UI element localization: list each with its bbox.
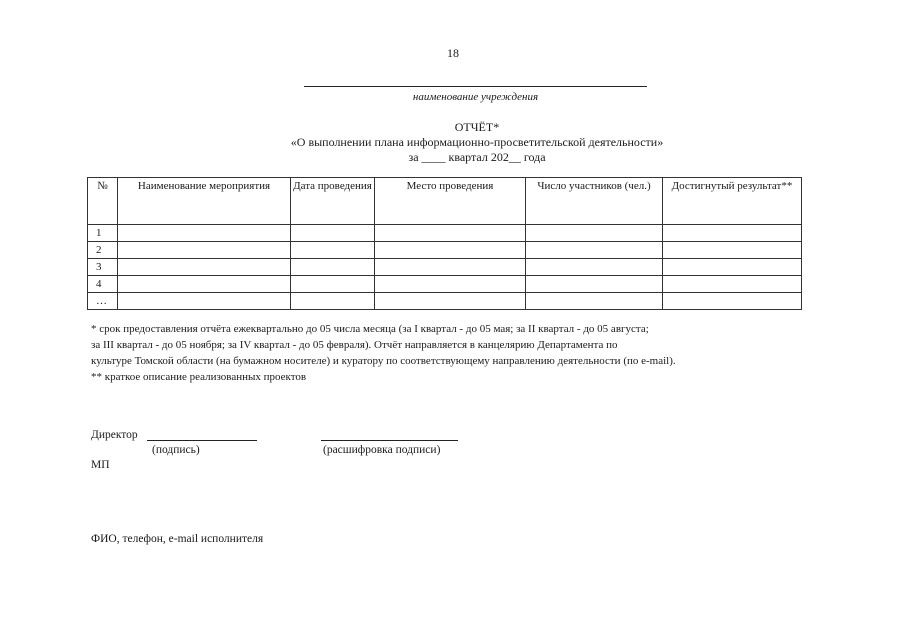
header-place: Место проведения <box>375 178 526 225</box>
cell-event-name[interactable] <box>118 225 291 242</box>
cell-date[interactable] <box>291 225 375 242</box>
cell-event-name[interactable] <box>118 293 291 310</box>
table-row <box>88 259 802 276</box>
cell-place[interactable] <box>375 259 526 276</box>
cell-place[interactable] <box>375 225 526 242</box>
row-number: … <box>88 293 118 310</box>
organization-name-line <box>304 86 647 87</box>
signature-line <box>147 440 257 441</box>
signature-decode-caption: (расшифровка подписи) <box>323 444 441 456</box>
cell-place[interactable] <box>375 242 526 259</box>
header-result: Достигнутый результат** <box>663 178 802 225</box>
cell-event-name[interactable] <box>118 276 291 293</box>
cell-event-name[interactable] <box>118 242 291 259</box>
cell-date[interactable] <box>291 259 375 276</box>
signature-decode-line <box>321 440 458 441</box>
table-header-row <box>88 178 802 225</box>
report-title: ОТЧЁТ* <box>454 120 500 134</box>
cell-participants[interactable] <box>526 225 663 242</box>
row-number: 1 <box>88 225 118 242</box>
director-label: Директор <box>91 429 138 441</box>
cell-result[interactable] <box>663 276 802 293</box>
cell-event-name[interactable] <box>118 259 291 276</box>
footnote-submission: культуре Томской области (на бумажном носителе) и куратору по соответствующему направлению деятельности (по e-mail). <box>91 355 676 367</box>
row-number: 3 <box>88 259 118 276</box>
table-row <box>88 242 802 259</box>
cell-result[interactable] <box>663 259 802 276</box>
cell-participants[interactable] <box>526 293 663 310</box>
header-date: Дата проведения <box>291 178 375 225</box>
executor-contact-label: ФИО, телефон, e-mail исполнителя <box>91 533 264 545</box>
cell-date[interactable] <box>291 293 375 310</box>
cell-result[interactable] <box>663 225 802 242</box>
table-row <box>88 225 802 242</box>
table-row <box>88 276 802 293</box>
header-event-name: Наименование мероприятия <box>118 178 291 225</box>
report-table <box>87 177 802 310</box>
cell-date[interactable] <box>291 276 375 293</box>
cell-participants[interactable] <box>526 276 663 293</box>
organization-name-caption: наименование учреждения <box>412 91 539 103</box>
header-number: № <box>88 178 118 225</box>
cell-date[interactable] <box>291 242 375 259</box>
page-number: 18 <box>447 46 459 60</box>
table-row <box>88 293 802 310</box>
report-subtitle: «О выполнении плана информационно-просветительской деятельности» <box>290 135 664 149</box>
cell-participants[interactable] <box>526 259 663 276</box>
cell-place[interactable] <box>375 293 526 310</box>
cell-place[interactable] <box>375 276 526 293</box>
footnote-result-description: ** краткое описание реализованных проектов <box>91 371 307 383</box>
report-period: за ____ квартал 202__ года <box>408 150 546 164</box>
cell-result[interactable] <box>663 242 802 259</box>
row-number: 4 <box>88 276 118 293</box>
cell-participants[interactable] <box>526 242 663 259</box>
cell-result[interactable] <box>663 293 802 310</box>
row-number: 2 <box>88 242 118 259</box>
stamp-label: МП <box>91 459 110 471</box>
footnote-deadline: * срок предоставления отчёта ежеквартально до 05 числа месяца (за I квартал - до 05 мая; за II квартал - до 05 августа; <box>91 323 649 335</box>
footnote-deadline-cont: за III квартал - до 05 ноября; за IV квартал - до 05 февраля). Отчёт направляется в канцелярию Департамента по <box>91 339 618 351</box>
header-participants: Число участников (чел.) <box>526 178 663 225</box>
signature-caption: (подпись) <box>152 444 200 456</box>
